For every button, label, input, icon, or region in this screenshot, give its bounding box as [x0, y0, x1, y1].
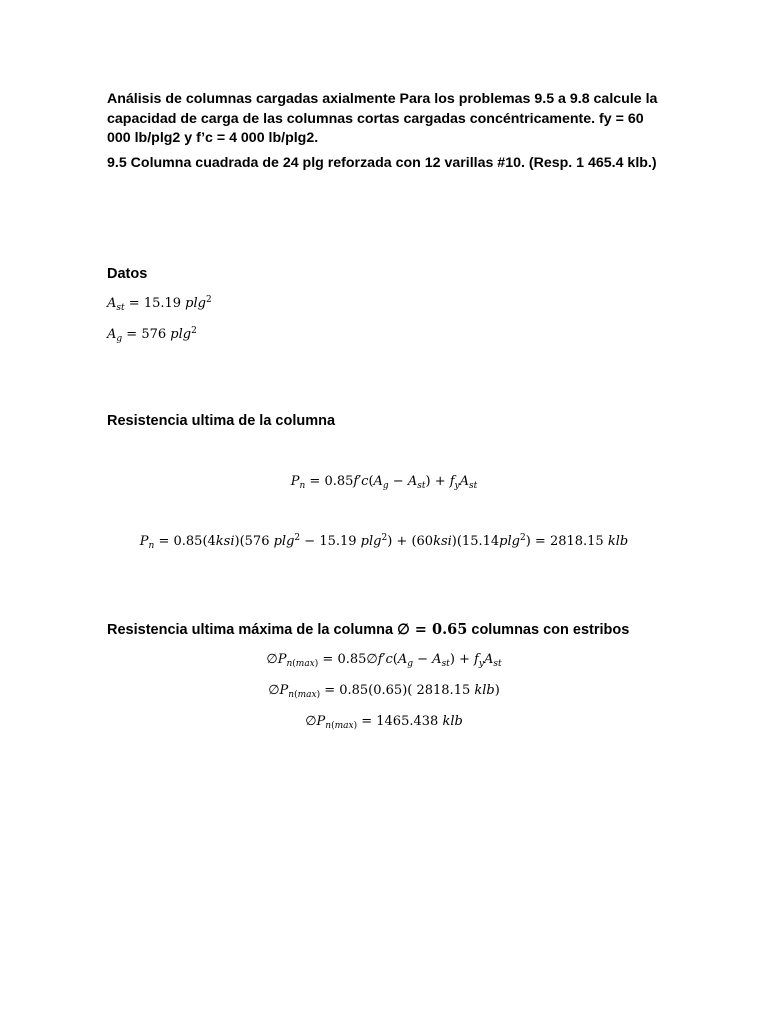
maxima-heading-tail: columnas con estribos — [471, 622, 630, 638]
problem-statement: 9.5 Columna cuadrada de 24 plg reforzada con 12 varillas #10. (Resp. 1 465.4 klb.) — [107, 155, 657, 171]
max-strength-result-line: $\emptyset P_{n(max)} = 1465.438$ klb — [305, 714, 463, 731]
ast-equation: $A_{st} = 15.19$ plg$^2$ — [107, 295, 212, 313]
ast-value: 15.19 — [143, 296, 182, 311]
maxima-heading — [107, 621, 629, 638]
max-strength-formula: $\emptyset P_{n(max)}$ = $0.85\emptyset f'c(A_g - A_{st}) + f_yA_{st}$ — [266, 652, 502, 669]
phi-symbol: ∅ = — [397, 621, 433, 638]
nominal-strength-result: 2818.15 — [549, 534, 604, 549]
maxima-heading-text: Resistencia ultima máxima de la columna — [107, 622, 394, 638]
nominal-strength-substitution: $P_n = 0.85(4ksi)(576$ plg$^2$ − 15.19 plg$^2$) + (60ksi)(15.14plg$^2$) = 2818.15 klb — [139, 533, 629, 551]
datos-heading: Datos — [107, 266, 148, 282]
intro-paragraph: Análisis de columnas cargadas axialmente Para los problemas 9.5 a 9.8 calcule la capacidad de carga de las columnas cortas cargadas concéntricamente. fy = 60 000 lb/plg2 y f’c = 4 000 lb/plg2. — [107, 91, 658, 146]
nominal-strength-formula: $P_n = 0.85f'c(A_g - A_{st}) + f_yA_{st}$ — [290, 474, 478, 491]
phi-value: 0.65 — [432, 621, 468, 638]
ag-value: 576 — [141, 327, 167, 342]
resistencia-heading: Resistencia ultima de la columna — [107, 413, 336, 429]
max-strength-substitution: $\emptyset P_{n(max)} = 0.85(0.65)$( 2818.15 klb) — [268, 683, 500, 700]
max-strength-result: 1465.438 — [376, 714, 439, 729]
ag-equation: $A_g = 576$ plg$^2$ — [107, 326, 197, 344]
